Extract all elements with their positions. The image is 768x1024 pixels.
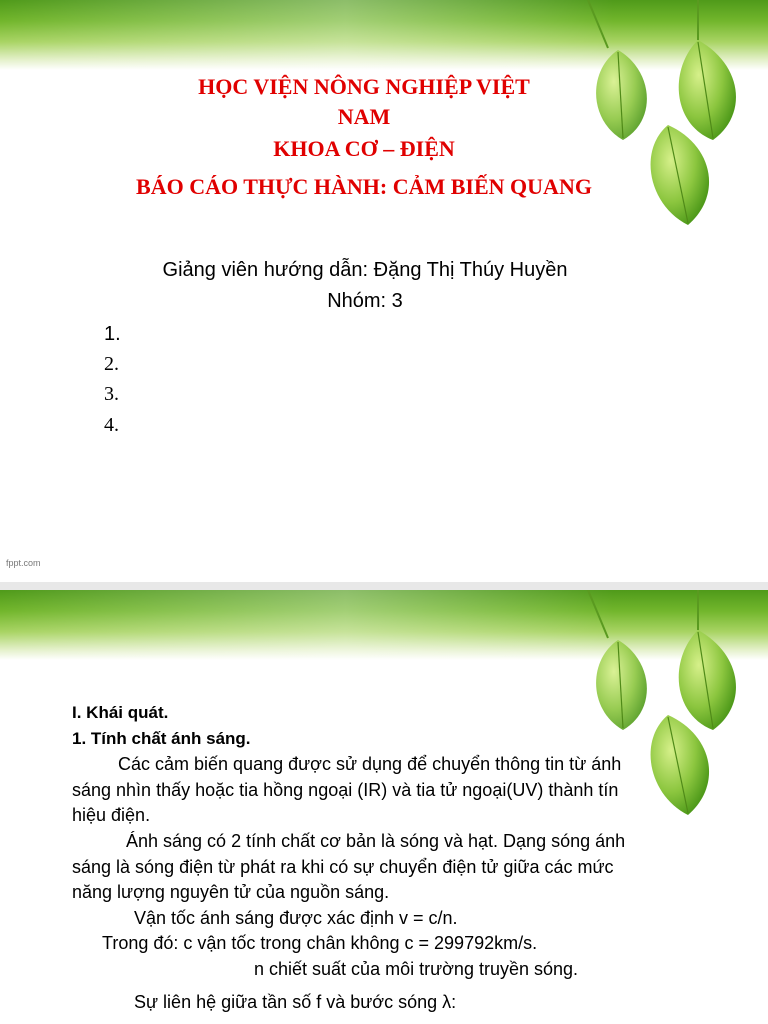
body-text-line: sáng nhìn thấy hoặc tia hồng ngoại (IR) và tia tử ngoại(UV) thành tín [72,780,619,800]
group-line: Nhóm: 3 [327,290,403,312]
subsection-heading: 1. Tính chất ánh sáng. [72,729,251,748]
body-text-line: n chiết suất của môi trường truyền sóng. [254,959,579,979]
slide-divider [0,582,768,590]
content-slide [0,590,768,1024]
instructor-line: Giảng viên hướng dẫn: Đặng Thị Thúy Huyền [162,259,568,281]
section-heading: I. Khái quát. [72,703,169,722]
institution-title-line2: NAM [337,104,391,129]
body-text-line: Sự liên hệ giữa tần số f và bước sóng λ: [134,992,457,1012]
member-list-item: 1. [104,323,121,345]
body-text-line: hiệu điện. [72,805,151,825]
member-list-item: 3. [104,383,119,405]
institution-title-line1: HỌC VIỆN NÔNG NGHIỆP VIỆT [198,74,530,99]
faculty-title: KHOA CƠ – ĐIỆN [273,136,455,161]
member-list-item: 2. [104,353,119,375]
watermark-text: fppt.com [6,558,41,568]
body-text-line: Trong đó: c vận tốc trong chân không c = 299792km/s. [102,933,538,953]
body-text-line: Vận tốc ánh sáng được xác định v = c/n. [134,908,458,928]
report-title: BÁO CÁO THỰC HÀNH: CẢM BIẾN QUANG [136,174,592,199]
member-list-item: 4. [104,414,119,436]
body-text-line: Các cảm biến quang được sử dụng để chuyển thông tin từ ánh [118,754,622,774]
body-text-line: Ánh sáng có 2 tính chất cơ bản là sóng và hạt. Dạng sóng ánh [126,831,626,851]
body-text-line: sáng là sóng điện từ phát ra khi có sự chuyển điện tử giữa các mức [72,857,614,877]
body-text-line: năng lượng nguyên tử của nguồn sáng. [72,882,390,902]
